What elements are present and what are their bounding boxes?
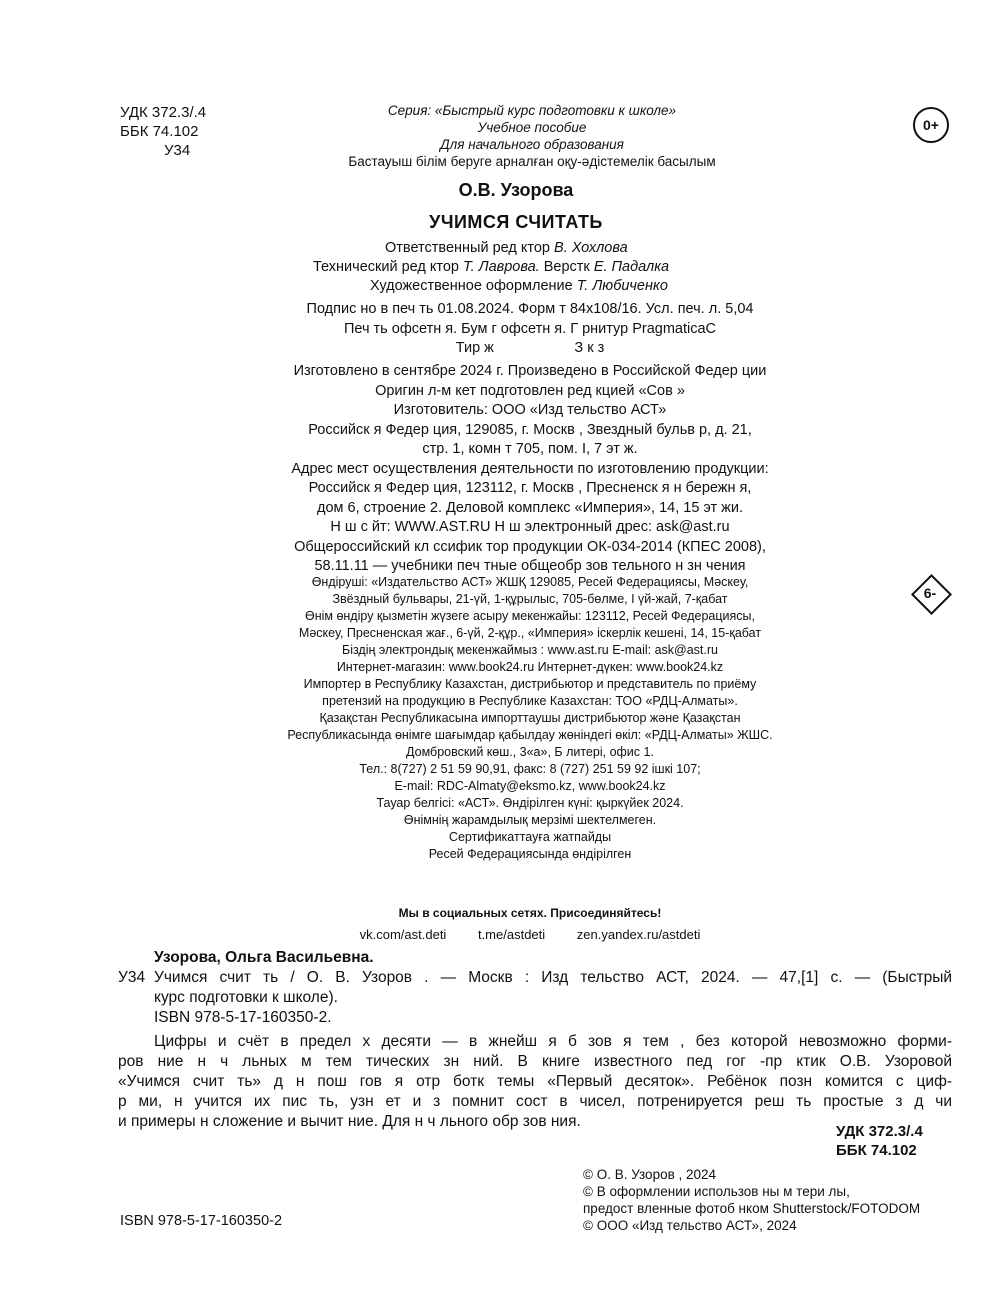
kz-info-line: Мәскеу, Пресненская жағ., 6-үй, 2-құр., «Империя» іскерлік кешені, 14, 15-қабат <box>298 626 762 640</box>
catalog-codes-right <box>836 1122 923 1160</box>
author-name: О.В. Узорова <box>458 180 574 200</box>
social-heading: Мы в социальных сетях. Присоединяйтесь! <box>398 906 662 920</box>
copyright-line: © ООО «Изд тельство АСТ», 2024 <box>583 1218 797 1233</box>
publisher-info-line: Н ш с йт: WWW.AST.RU Н ш электронный дрес: ask@ast.ru <box>330 519 730 535</box>
layout-name: Е. Падалка <box>593 259 670 275</box>
social-link-zen[interactable]: zen.yandex.ru/astdeti <box>576 927 701 942</box>
editor-label: Ответственный ред ктор <box>385 240 550 256</box>
publisher-info-block <box>30 362 1000 577</box>
education-level: Для начального образования <box>440 137 624 152</box>
annotation-line: и примеры н сложение и вычит ние. Для н ч льного обр зов ния. <box>118 1113 581 1130</box>
publisher-info-line: 58.11.11 — учебники печ тные общеобр зов тельного н зн чения <box>314 558 746 574</box>
bibliographic-record <box>118 948 952 1132</box>
print-info-line: Печ ть офсетн я. Бум г офсетн я. Г рнитур PragmaticaC <box>343 320 717 337</box>
biblio-isbn: ISBN 978-5-17-160350-2. <box>154 1009 332 1026</box>
print-info-line: Подпис но в печ ть 01.08.2024. Форм т 84х108/16. Усл. печ. л. 5,04 <box>306 301 754 317</box>
series-name: Серия: «Быстрый курс подготовки к школе» <box>387 103 677 118</box>
biblio-code: У34 <box>118 969 146 986</box>
edition-type: Учебное пособие <box>477 120 587 135</box>
bbk-code-right: ББК 74.102 <box>836 1142 917 1159</box>
publisher-info-line: дом 6, строение 2. Деловой комплекс «Империя», 14, 15 эт жи. <box>316 499 743 516</box>
kz-info-line: Звёздный бульвары, 21-үй, 1-құрылыс, 705-бөлме, I үй-жай, 7-қабат <box>332 592 728 606</box>
tech-editor-name: Т. Лаврова. <box>463 259 540 275</box>
kz-info-line: E-mail: RDC-Almaty@eksmo.kz, www.book24.kz <box>394 779 666 793</box>
annotation-line: «Учимся счит ть» д н пош гов я отр ботк темы «Первый десяток». Ребёнок позн комится с циф- <box>118 1073 952 1090</box>
age-rating-circle-text: 0+ <box>923 117 939 133</box>
age-rating-diamond-text: 6- <box>923 585 937 601</box>
edition-type-kz: Бастауыш білім беруге арналған оқу-әдістемелік басылым <box>348 154 716 169</box>
copyright-line: © О. В. Узоров , 2024 <box>583 1167 717 1182</box>
biblio-author: Узорова, Ольга Васильевна. <box>154 949 374 966</box>
author-sign: У34 <box>164 142 191 159</box>
kz-info-line: Өнімнің жарамдылық мерзімі шектелмеген. <box>403 813 657 827</box>
biblio-desc-line2: курс подготовки к школе). <box>154 989 338 1006</box>
publisher-info-line: Общероссийский кл ссифик тор продукции ОК-034-2014 (КПЕС 2008), <box>294 538 766 555</box>
kz-info-line: Өнім өндіру қызметін жүзеге асыру мекенжайы: 123112, Ресей Федерациясы, <box>304 609 756 623</box>
credits-art <box>0 277 1000 296</box>
publisher-info-line: стр. 1, комн т 705, пом. I, 7 эт ж. <box>422 441 638 457</box>
book-title: УЧИМСЯ СЧИТАТЬ <box>429 212 603 232</box>
tech-editor-label: Технический ред ктор <box>313 259 459 275</box>
udk-code-right: УДК 372.3/.4 <box>836 1123 923 1140</box>
kz-info-line: Біздің электрондық мекенжаймыз : www.ast.ru E-mail: ask@ast.ru <box>342 643 718 657</box>
udk-code: УДК 372.3/.4 <box>120 104 207 121</box>
kz-info-line: Қазақстан Республикасына импорттаушы дистрибьютор және Қазақстан <box>319 711 741 725</box>
age-rating-circle-badge <box>913 107 949 143</box>
publisher-info-line: Изготовлено в сентябре 2024 г. Произведено в Российской Федер ции <box>293 363 767 379</box>
social-link-telegram[interactable]: t.me/astdeti <box>477 927 546 942</box>
print-info-block <box>30 300 1000 359</box>
kz-info-line: Интернет-магазин: www.book24.ru Интернет-дүкен: www.book24.kz <box>336 660 724 674</box>
art-label: Художественное оформление <box>370 278 573 294</box>
publisher-info-line: Российск я Федер ция, 123112, г. Москв , Пресненск я н бережн я, <box>308 480 752 496</box>
kz-info-line: Домбровский көш., 3«а», Б литері, офис 1. <box>406 745 654 759</box>
publisher-info-line: Оригин л-м кет подготовлен ред кцией «Сов » <box>375 382 685 399</box>
biblio-desc-line1: Учимся счит ть / О. В. Узоров . — Москв : Изд тельство АСТ, 2024. — 47,[1] с. — (Быстрый <box>154 969 952 986</box>
kz-info-line: претензий на продукцию в Республике Казахстан: ТОО «РДЦ-Алматы». <box>322 694 738 708</box>
annotation-line: ров ние н ч льных м тем тических зн ний. В книге известного пед гог -пр ктик О.В. Узоровой <box>118 1053 952 1070</box>
social-links <box>30 927 1000 942</box>
credits-editor <box>0 239 1000 258</box>
publisher-info-line: Изготовитель: ООО «Изд тельство АСТ» <box>393 402 667 418</box>
bbk-code: ББК 74.102 <box>120 123 199 140</box>
print-info-line: Тир ж З к з <box>455 340 605 356</box>
kz-info-line: Ресей Федерациясында өндірілген <box>428 847 632 861</box>
publisher-info-line: Адрес мест осуществления деятельности по изготовлению продукции: <box>291 460 769 477</box>
credits-tech <box>0 258 1000 277</box>
editor-name: В. Хохлова <box>554 240 628 256</box>
kz-info-line: Тауар белгісі: «АСТ». Өндірілген күні: қыркүйек 2024. <box>376 796 684 810</box>
layout-label: Верстк <box>543 259 590 275</box>
credits-block <box>0 239 1000 296</box>
annotation-line: р ми, н учится их пис ть, узн ет и з помнит сост в чисел, потренируется реш ть простые з д чи <box>118 1093 952 1110</box>
kz-info-line: Сертификаттауға жатпайды <box>448 830 612 844</box>
biblio-desc-first <box>118 968 952 988</box>
publisher-info-line: Российск я Федер ция, 129085, г. Москв , Звездный бульв р, д. 21, <box>308 421 752 438</box>
series-block <box>32 102 1000 170</box>
art-name: Т. Любиченко <box>576 278 668 294</box>
annotation-line: Цифры и счёт в предел х десяти — в жнейш я б зов я тем , без которой невозможно форми- <box>154 1033 952 1050</box>
kz-info-line: Тел.: 8(727) 2 51 59 90,91, факс: 8 (727) 251 59 92 ішкі 107; <box>359 762 701 776</box>
kz-info-line: Импортер в Республику Казахстан, дистрибьютор и представитель по приёму <box>303 677 757 691</box>
copyright-block <box>583 1166 920 1234</box>
kz-info-line: Республикасында өнімге шағымдар қабылдау жөніндегі өкіл: «РДЦ-Алматы» ЖШС. <box>287 728 773 742</box>
kz-info-line: Өндіруші: «Издательство АСТ» ЖШҚ 129085, Ресей Федерациясы, Мәскеу, <box>311 575 749 589</box>
social-link-vk[interactable]: vk.com/ast.deti <box>359 927 447 942</box>
copyright-line: предост вленные фотоб нком Shutterstock/FOTODOM <box>583 1201 921 1216</box>
copyright-line: © В оформлении использов ны м тери лы, <box>583 1184 850 1199</box>
kz-info-block <box>30 574 1000 863</box>
isbn-bottom: ISBN 978-5-17-160350-2 <box>120 1213 283 1229</box>
